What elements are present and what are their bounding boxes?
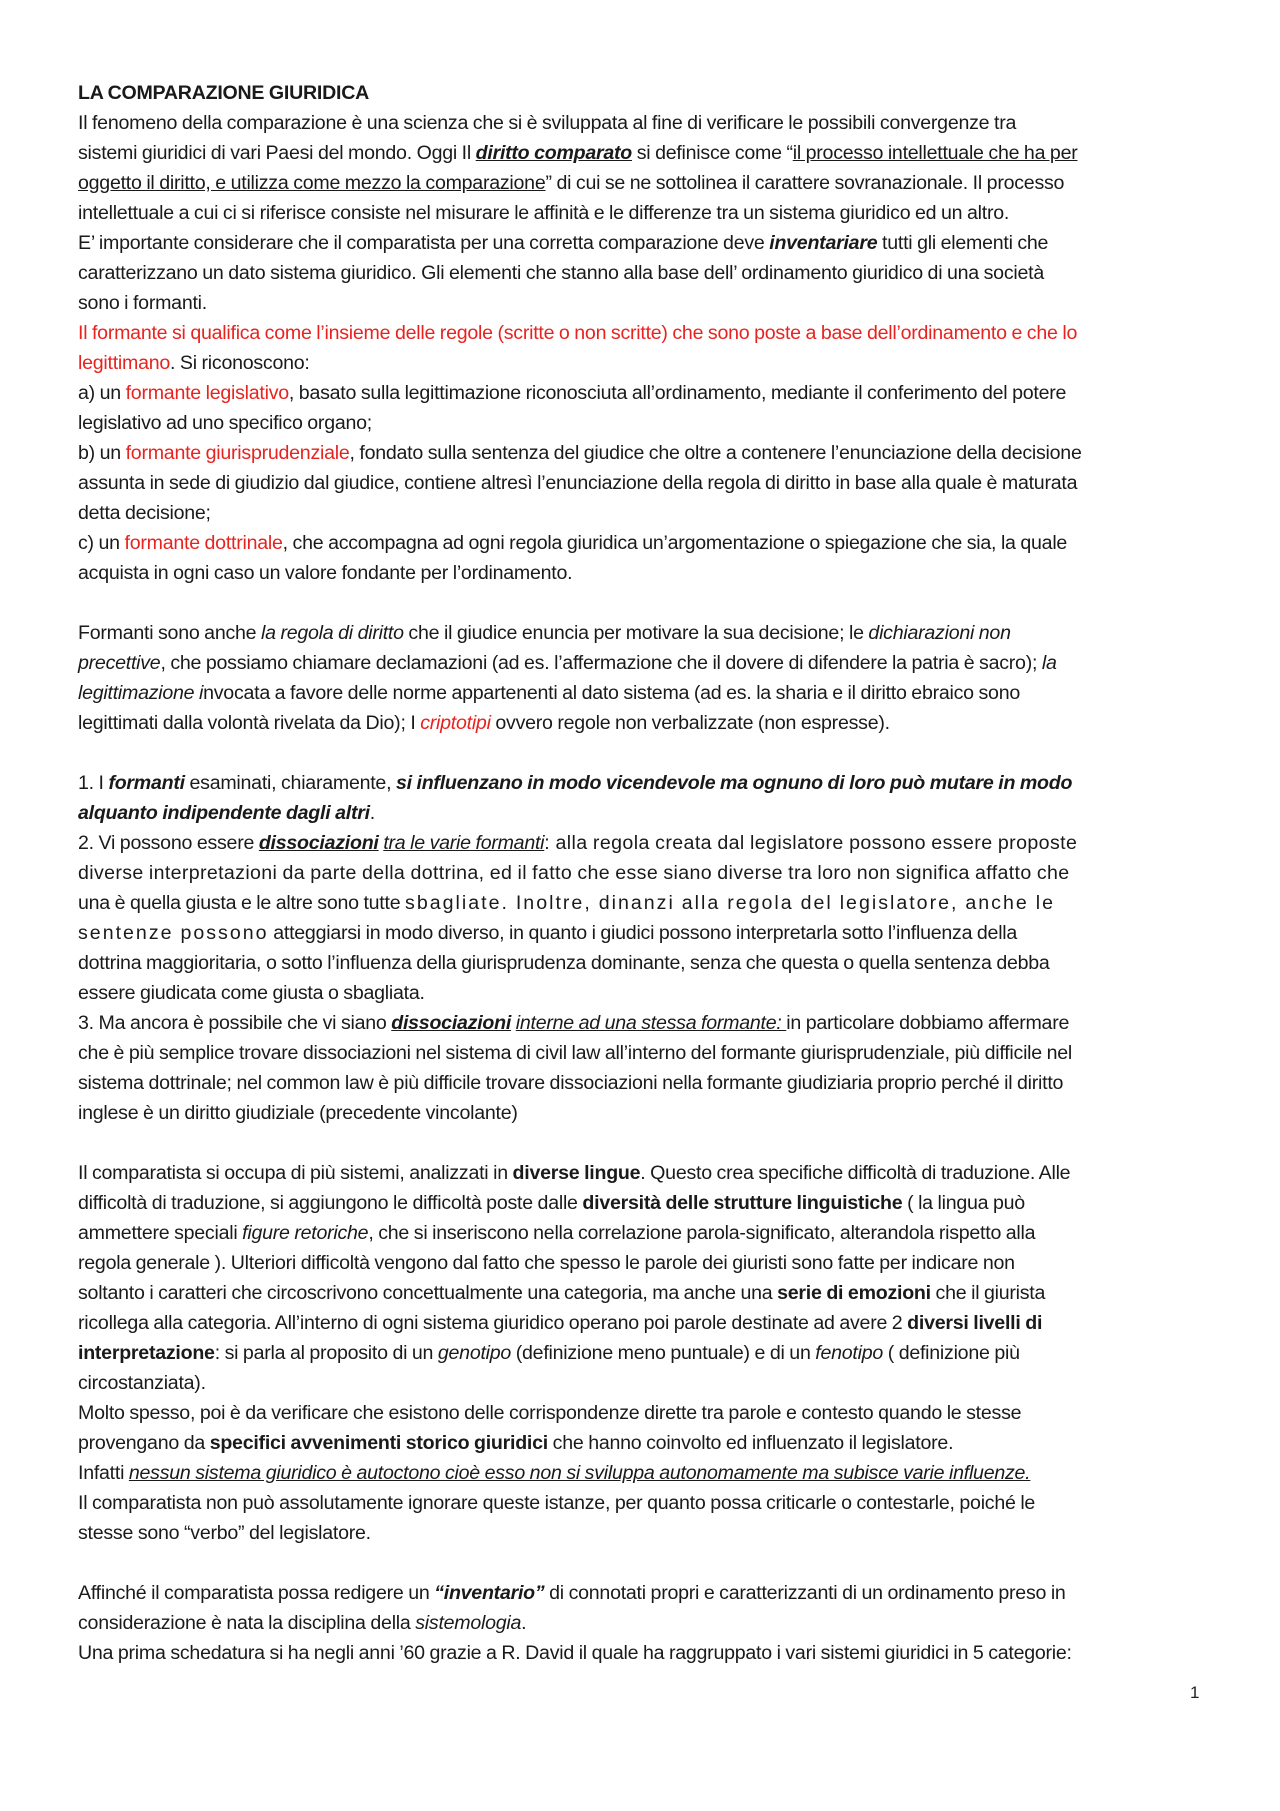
numbered-item-3: inglese è un diritto giudiziale (precedente vincolante) <box>78 1102 518 1124</box>
paragraph-4-line: Formanti sono anche la regola di diritto che il giudice enuncia per motivare la sua decisione; le dichiarazioni non <box>78 622 1011 644</box>
paragraph-6-line: Il comparatista si occupa di più sistemi, analizzati in diverse lingue. Questo crea specifiche difficoltà di traduzione. Alle <box>78 1162 1071 1184</box>
paragraph-1-line: intellettuale a cui ci si riferisce consiste nel misurare le affinità e le differenze tra un sistema giuridico ed un altro. <box>78 202 1010 224</box>
term-diritto-comparato: diritto comparato <box>475 142 633 164</box>
paragraph-6-line: Molto spesso, poi è da verificare che esistono delle corrispondenze dirette tra parole e contesto quando le stesse <box>78 1402 1022 1424</box>
numbered-item-2: sentenze possono atteggiarsi in modo diverso, in quanto i giudici possono interpretarla sotto l’influenza della <box>78 922 1018 944</box>
numbered-item-3: che è più semplice trovare dissociazioni nel sistema di civil law all’interno del formante giurisprudenziale, più difficile nel <box>78 1042 1073 1064</box>
document-body <box>78 78 1210 1668</box>
paragraph-2-line: sono i formanti. <box>78 292 207 314</box>
numbered-item-2: essere giudicata come giusta o sbagliata. <box>78 982 425 1004</box>
numbered-item-3: sistema dottrinale; nel common law è più difficile trovare dissociazioni nella formante giudiziaria proprio perché il diritto <box>78 1072 1064 1094</box>
paragraph-spacer <box>78 588 1210 618</box>
numbered-item-2: una è quella giusta e le altre sono tutte sbagliate. Inoltre, dinanzi alla regola del legislatore, anche le <box>78 892 1055 914</box>
numbered-item-2: dottrina maggioritaria, o sotto l’influenza della giurisprudenza dominante, senza che questa o quella sentenza debba <box>78 952 1050 974</box>
numbered-item-2: diverse interpretazioni da parte della dottrina, ed il fatto che esse siano diverse tra loro non significa affatto che <box>78 862 1070 884</box>
paragraph-6-line: difficoltà di traduzione, si aggiungono le difficoltà poste dalle diversità delle strutture linguistiche ( la lingua può <box>78 1192 1025 1214</box>
document-title: LA COMPARAZIONE GIURIDICA <box>78 82 369 104</box>
term-inventariare: inventariare <box>769 232 878 254</box>
paragraph-7-line: Una prima schedatura si ha negli anni ’60 grazie a R. David il quale ha raggruppato i vari sistemi giuridici in 5 categorie: <box>78 1642 1072 1664</box>
list-item-a: a) un formante legislativo, basato sulla legittimazione riconosciuta all’ordinamento, mediante il conferimento del potere <box>78 382 1067 404</box>
paragraph-6-line: ricollega alla categoria. All’interno di ogni sistema giuridico operano poi parole destinate ad avere 2 diversi livelli di <box>78 1312 1043 1334</box>
list-item-a: legislativo ad uno specifico organo; <box>78 412 372 434</box>
numbered-item-2: 2. Vi possono essere dissociazioni tra le varie formanti: alla regola creata dal legislatore possono essere proposte <box>78 832 1078 854</box>
paragraph-spacer <box>78 1548 1210 1578</box>
paragraph-6-line: circostanziata). <box>78 1372 206 1394</box>
paragraph-6-line: interpretazione: si parla al proposito di un genotipo (definizione meno puntuale) e di un fenotipo ( definizione più <box>78 1342 1020 1364</box>
list-item-b: assunta in sede di giudizio dal giudice, contiene altresì l’enunciazione della regola di diritto in base alla quale è maturata <box>78 472 1078 494</box>
paragraph-2-line: caratterizzano un dato sistema giuridico. Gli elementi che stanno alla base dell’ ordinamento giuridico di una società <box>78 262 1044 284</box>
numbered-item-1: alquanto indipendente dagli altri. <box>78 802 375 824</box>
paragraph-4-line: legittimazione invocata a favore delle norme appartenenti al dato sistema (ad es. la sharia e il diritto ebraico sono <box>78 682 1020 704</box>
paragraph-1-line: oggetto il diritto, e utilizza come mezzo la comparazione” di cui se ne sottolinea il carattere sovranazionale. Il processo <box>78 172 1065 194</box>
paragraph-6-line: stesse sono “verbo” del legislatore. <box>78 1522 371 1544</box>
paragraph-7-line: Affinché il comparatista possa redigere un “inventario” di connotati propri e caratterizzanti di un ordinamento preso in <box>78 1582 1066 1604</box>
paragraph-3-line: legittimano. Si riconoscono: <box>78 352 310 374</box>
paragraph-4-line: legittimati dalla volontà rivelata da Dio); I criptotipi ovvero regole non verbalizzate (non espresse). <box>78 712 890 734</box>
paragraph-6-line: provengano da specifici avvenimenti storico giuridici che hanno coinvolto ed influenzato il legislatore. <box>78 1432 954 1454</box>
paragraph-6-line: Infatti nessun sistema giuridico è autoctono cioè esso non si sviluppa autonomamente ma subisce varie influenze. <box>78 1462 1031 1484</box>
numbered-item-1: 1. I formanti esaminati, chiaramente, si influenzano in modo vicendevole ma ognuno di loro può mutare in modo <box>78 772 1073 794</box>
numbered-item-3: 3. Ma ancora è possibile che vi siano dissociazioni interne ad una stessa formante: in particolare dobbiamo affermare <box>78 1012 1070 1034</box>
paragraph-6-line: regola generale ). Ulteriori difficoltà vengono dal fatto che spesso le parole dei giuristi sono fatte per indicare non <box>78 1252 1015 1274</box>
paragraph-6-line: ammettere speciali figure retoriche, che si inseriscono nella correlazione parola-significato, alterandola rispetto alla <box>78 1222 1036 1244</box>
paragraph-1-line: sistemi giuridici di vari Paesi del mondo. Oggi Il diritto comparato si definisce come “il processo intellettuale che ha per <box>78 142 1078 164</box>
list-item-b: b) un formante giurisprudenziale, fondato sulla sentenza del giudice che oltre a contenere l’enunciazione della decisione <box>78 442 1082 464</box>
paragraph-4-line: precettive, che possiamo chiamare declamazioni (ad es. l’affermazione che il dovere di difendere la patria è sacro); la <box>78 652 1057 674</box>
list-item-c: c) un formante dottrinale, che accompagna ad ogni regola giuridica un’argomentazione o spiegazione che sia, la quale <box>78 532 1068 554</box>
paragraph-2-line: E’ importante considerare che il comparatista per una corretta comparazione deve inventariare tutti gli elementi che <box>78 232 1049 254</box>
page-number: 1 <box>1190 1683 1200 1702</box>
list-item-c: acquista in ogni caso un valore fondante per l’ordinamento. <box>78 562 573 584</box>
paragraph-1-line: Il fenomeno della comparazione è una scienza che si è sviluppata al fine di verificare le possibili convergenze tra <box>78 112 1017 134</box>
list-item-b: detta decisione; <box>78 502 211 524</box>
definition-formante: Il formante si qualifica come l’insieme delle regole (scritte o non scritte) che sono poste a base dell’ordinamento e che lo <box>78 322 1078 344</box>
paragraph-spacer <box>78 1128 1210 1158</box>
paragraph-6-line: Il comparatista non può assolutamente ignorare queste istanze, per quanto possa criticarle o contestarle, poiché le <box>78 1492 1036 1514</box>
paragraph-spacer <box>78 738 1210 768</box>
paragraph-7-line: considerazione è nata la disciplina della sistemologia. <box>78 1612 527 1634</box>
paragraph-6-line: soltanto i caratteri che circoscrivono concettualmente una categoria, ma anche una serie di emozioni che il giurista <box>78 1282 1046 1304</box>
